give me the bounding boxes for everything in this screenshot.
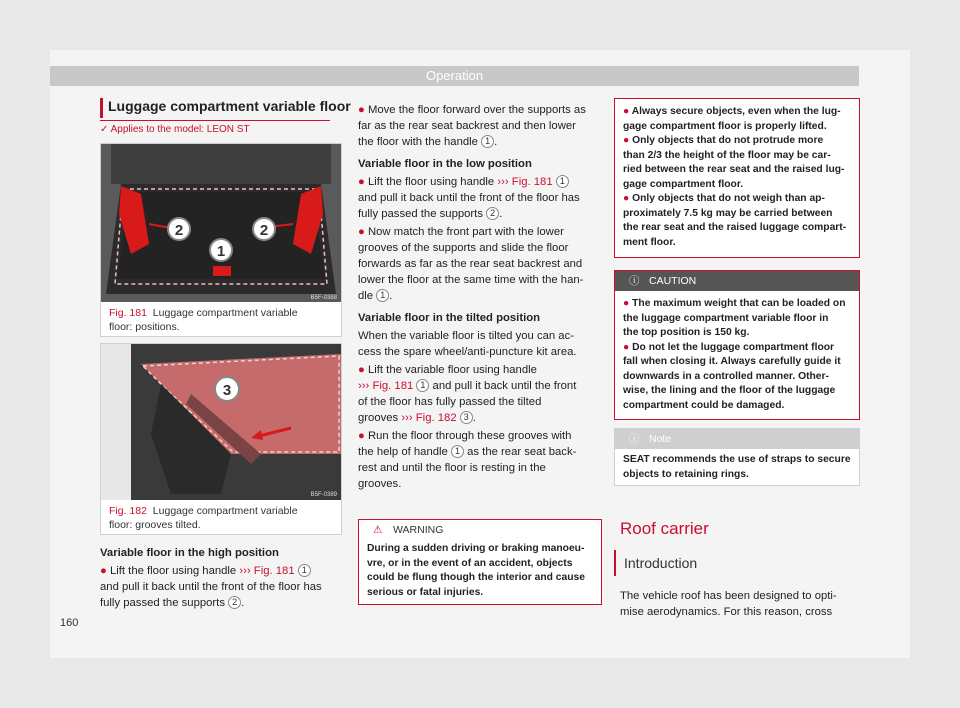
- warning-label: WARNING: [393, 524, 444, 536]
- text: the luggage compartment variable floor in: [623, 312, 829, 324]
- text: During a sudden driving or braking manoeu-: [367, 543, 585, 554]
- warning-body: [359, 540, 601, 606]
- subheading: Variable floor in the tilted position: [358, 312, 541, 324]
- warning-box: [358, 519, 602, 605]
- chevron-icon: ›››: [239, 565, 251, 577]
- figure-link[interactable]: [497, 176, 552, 188]
- caution-header: [615, 271, 859, 291]
- figure-182: [100, 343, 342, 535]
- text: Lift the floor using handle: [367, 176, 495, 188]
- callout-3: 3: [222, 382, 232, 399]
- callout-badge: 1: [481, 135, 494, 148]
- text: grooves.: [358, 478, 402, 490]
- introduction-heading: Introduction: [624, 555, 698, 571]
- text: Now match the front part with the lower: [367, 226, 564, 238]
- text: The maximum weight that can be loaded on: [632, 298, 846, 309]
- bullet-icon: ●: [623, 106, 630, 117]
- caution-body: [615, 291, 859, 419]
- text: SEAT recommends the use of straps to secure: [623, 454, 851, 465]
- text: Move the floor forward over the supports as: [367, 104, 586, 116]
- link-text: Fig. 181: [372, 380, 414, 392]
- text: cess the spare wheel/anti-puncture kit area.: [358, 346, 577, 358]
- applies-text: Applies to the model: LEON ST: [110, 124, 250, 135]
- callout-2-left: 2: [174, 222, 184, 239]
- bullet-icon: ●: [623, 193, 630, 204]
- callout-2-right: 2: [259, 222, 269, 239]
- callout-badge: 1: [376, 289, 389, 302]
- caution-icon: ⓘ: [629, 275, 640, 287]
- callout-badge: 1: [298, 564, 311, 577]
- text: Lift the variable floor using handle: [367, 364, 537, 376]
- caution-label: CAUTION: [649, 275, 697, 287]
- roof-intro-text: [620, 588, 860, 620]
- text: the top position is 150 kg.: [623, 327, 750, 338]
- link-text: Fig. 181: [253, 565, 295, 577]
- text: as the rear seat back-: [467, 446, 577, 458]
- subheading: Variable floor in the low position: [358, 158, 532, 170]
- text: of the floor has fully passed the tilted: [358, 396, 542, 408]
- text: Run the floor through these grooves with: [367, 430, 572, 442]
- column-2: [358, 102, 603, 494]
- text: Do not let the luggage compartment floor: [632, 341, 835, 353]
- text: objects to retaining rings.: [623, 468, 749, 480]
- caption-line: floor: grooves tilted.: [109, 519, 201, 531]
- bullet-icon: ●: [623, 135, 630, 146]
- text: downwards in a controlled manner. Other-: [623, 370, 829, 382]
- text: than 2/3 the height of the floor may be car-: [623, 149, 831, 161]
- caution-box: [614, 270, 860, 420]
- caption-line: Luggage compartment variable: [152, 307, 298, 319]
- figure-label: Fig. 181: [109, 307, 147, 319]
- note-body: [615, 449, 859, 488]
- callout-1: 1: [216, 243, 226, 260]
- text: far as the rear seat backrest and then lower: [358, 120, 576, 132]
- figure-label: Fig. 182: [109, 505, 147, 517]
- paragraph: [358, 328, 603, 360]
- page-number: 160: [60, 617, 79, 629]
- text: wise, the lining and the floor of the luggage: [623, 385, 836, 396]
- text: and pull it back until the front: [432, 380, 577, 392]
- callout-badge: 2: [486, 207, 499, 220]
- bullet-icon: ●: [623, 341, 630, 353]
- bullet-icon: ●: [358, 176, 365, 188]
- high-position-section: [100, 545, 345, 613]
- bullet-icon: ●: [358, 226, 365, 238]
- luggage-floor-positions-image: [101, 144, 341, 302]
- warning-header: [359, 520, 601, 540]
- figure-181: [100, 143, 342, 337]
- bullet-icon: ●: [358, 430, 365, 442]
- section-header: Operation: [50, 66, 859, 86]
- figure-code: B5F-0389: [310, 492, 337, 498]
- caption-line: floor: positions.: [109, 321, 180, 333]
- text: ment floor.: [623, 236, 676, 248]
- caption-line: Luggage compartment variable: [152, 505, 298, 517]
- text: forwards as far as the rear seat backrest and: [358, 258, 583, 270]
- chevron-icon: ›››: [497, 176, 509, 188]
- text: When the variable floor is tilted you can ac-: [358, 330, 575, 342]
- text: Only objects that do not weigh than ap-: [632, 193, 825, 204]
- callout-badge: 1: [416, 379, 429, 392]
- bullet-icon: ●: [358, 364, 365, 376]
- bullet-item: ● Lift the floor using handle ››› Fig. 181 1 and pull it back until the front of the floor has fully passed the supports 2 .: [100, 565, 322, 609]
- title-underline: [100, 120, 330, 121]
- callout-badge: 3: [460, 411, 473, 424]
- text: proximately 7.5 kg may be carried between: [623, 207, 833, 219]
- figure-link[interactable]: [401, 412, 456, 424]
- text: the help of handle: [358, 446, 448, 458]
- check-icon: ✓: [100, 124, 109, 135]
- bullet-icon: ●: [623, 298, 630, 309]
- bullet-item: ● Move the floor forward over the supports as far as the rear seat backrest and then lower the floor with the handle 1 .: [358, 104, 586, 148]
- text: Always secure objects, even when the lug-: [631, 106, 841, 117]
- luggage-floor-tilted-image: [101, 344, 341, 500]
- title-accent: [100, 98, 103, 118]
- bullet-icon: ●: [100, 565, 107, 577]
- text: vre, or in the event of an accident, objects: [367, 557, 573, 569]
- text: lower the floor at the same time with the han-: [358, 274, 584, 286]
- chevron-icon: ›››: [401, 412, 413, 424]
- bullet-item: ● Lift the variable floor using handle ››› Fig. 181 1 and pull it back until the front of the floor has fully passed the tilted grooves ››› Fig. 182 3 .: [358, 364, 577, 424]
- text: The vehicle roof has been designed to opti-: [620, 590, 837, 602]
- text: Only objects that do not protrude more: [632, 135, 824, 146]
- chevron-icon: ›››: [358, 380, 370, 392]
- text: dle: [358, 290, 374, 302]
- warning-continuation-box: [614, 98, 860, 258]
- page-title: Luggage compartment variable floor: [108, 98, 351, 114]
- bullet-item: ● Lift the floor using handle ››› Fig. 181 1 and pull it back until the front of the floor has fully passed the supports 2 .: [358, 176, 580, 220]
- text: rest and until the floor is resting in the: [358, 462, 546, 474]
- text: ried between the rear seat and the raised lug-: [623, 164, 845, 175]
- warning-continuation-body: [615, 99, 859, 256]
- callout-badge: 1: [556, 175, 569, 188]
- bullet-item: ● Now match the front part with the lower grooves of the supports and slide the floor forwards as far as the rear seat backrest and lower the floor at the same time with the han- dle 1 .: [358, 226, 584, 302]
- applies-note: [100, 124, 250, 135]
- warning-icon: ⚠: [373, 524, 383, 536]
- link-text: Fig. 181: [511, 176, 553, 188]
- callout-badge: 1: [451, 445, 464, 458]
- text: and pull it back until the front of the floor has: [100, 581, 322, 593]
- text: serious or fatal injuries.: [367, 586, 484, 598]
- text: Lift the floor using handle: [109, 565, 237, 577]
- link-text: Fig. 182: [415, 412, 457, 424]
- figure-code: B5F-0388: [310, 295, 337, 301]
- note-box: [614, 428, 860, 486]
- text: gage compartment floor is properly lifted.: [623, 120, 827, 132]
- text: grooves: [358, 412, 399, 424]
- text: could be flung though the interior and cause: [367, 572, 585, 583]
- text: fully passed the supports: [358, 208, 483, 220]
- info-icon: ⓘ: [629, 433, 640, 445]
- bullet-item: [358, 428, 603, 492]
- text: fall when closing it. Always carefully guide it: [623, 356, 841, 367]
- text: the rear seat and the raised luggage compart-: [623, 222, 847, 233]
- text: and pull it back until the front of the floor has: [358, 192, 580, 204]
- figure-caption: [109, 306, 334, 334]
- figure-caption: [109, 504, 334, 532]
- subheading: Variable floor in the high position: [100, 547, 279, 559]
- text: grooves of the supports and slide the floor: [358, 242, 569, 254]
- note-label: Note: [649, 433, 672, 445]
- figure-link[interactable]: [358, 380, 413, 392]
- text: the floor with the handle: [358, 136, 478, 148]
- callout-badge: 2: [228, 596, 241, 609]
- roof-heading-accent: [614, 550, 616, 576]
- text: gage compartment floor.: [623, 178, 744, 190]
- note-header: [615, 429, 859, 449]
- text: compartment could be damaged.: [623, 399, 785, 411]
- text: fully passed the supports: [100, 597, 225, 609]
- text: mise aerodynamics. For this reason, cross: [620, 606, 833, 618]
- roof-carrier-heading: Roof carrier: [620, 519, 709, 538]
- figure-link[interactable]: [239, 565, 294, 577]
- bullet-icon: ●: [358, 104, 365, 116]
